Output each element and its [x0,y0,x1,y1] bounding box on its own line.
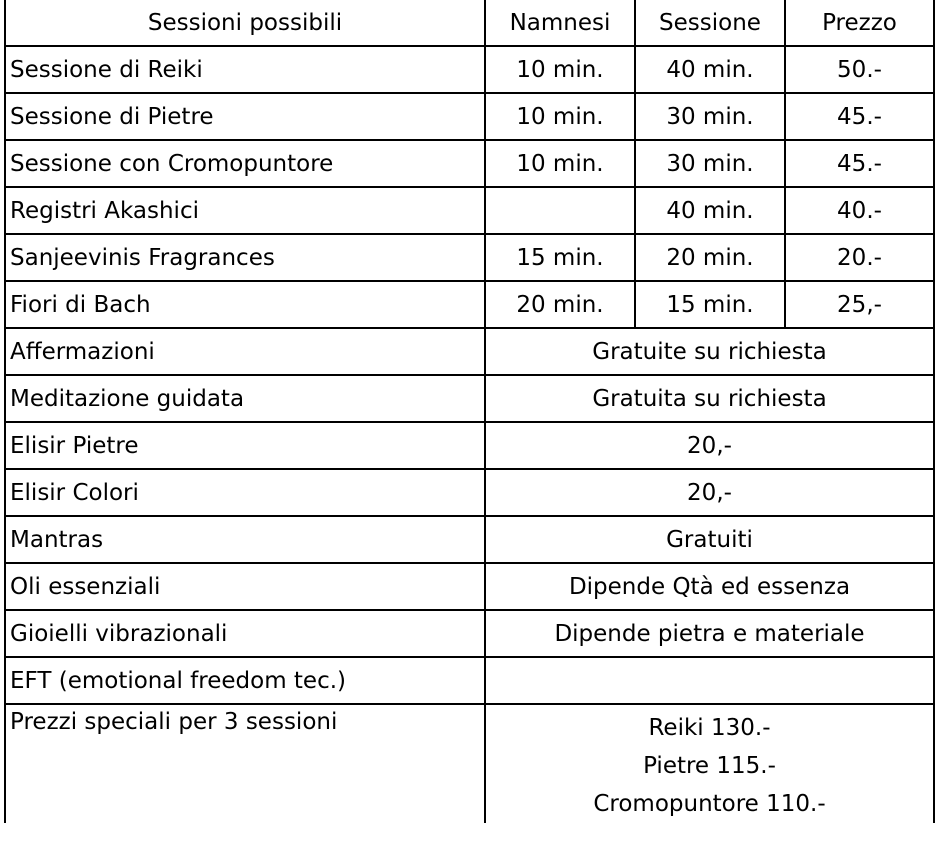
sessione-cell: 15 min. [635,281,785,328]
special-prices-label: Prezzi speciali per 3 sessioni [5,704,485,823]
table-row [5,610,934,657]
service-value: Dipende Qtà ed essenza [485,563,934,610]
namnesi-cell: 10 min. [485,46,635,93]
column-header-sessione: Sessione [635,0,785,46]
sessione-cell: 40 min. [635,46,785,93]
service-name: Elisir Pietre [5,422,485,469]
service-name: Mantras [5,516,485,563]
header-row [5,0,934,46]
namnesi-cell: 15 min. [485,234,635,281]
service-value: Gratuite su richiesta [485,328,934,375]
namnesi-cell: 10 min. [485,140,635,187]
service-value [485,657,934,704]
column-header-sessioni: Sessioni possibili [5,0,485,46]
table-row [5,375,934,422]
column-header-namnesi: Namnesi [485,0,635,46]
service-value: 20,- [485,469,934,516]
prezzo-cell: 40.- [785,187,934,234]
special-prices-list [485,704,934,823]
service-name: EFT (emotional freedom tec.) [5,657,485,704]
special-price-reiki: Reiki 130.- [648,715,771,741]
prezzo-cell: 20.- [785,234,934,281]
prezzo-cell: 25,- [785,281,934,328]
table-row [5,234,934,281]
table-row [5,140,934,187]
service-name: Affermazioni [5,328,485,375]
service-value: Dipende pietra e materiale [485,610,934,657]
column-header-prezzo: Prezzo [785,0,934,46]
namnesi-cell: 10 min. [485,93,635,140]
table-row [5,657,934,704]
table-row [5,328,934,375]
service-name: Elisir Colori [5,469,485,516]
special-price-cromopuntore: Cromopuntore 110.- [593,791,826,817]
service-name: Gioielli vibrazionali [5,610,485,657]
session-name: Sessione con Cromopuntore [5,140,485,187]
table-row [5,187,934,234]
session-name: Registri Akashici [5,187,485,234]
session-name: Sessione di Pietre [5,93,485,140]
table-row [5,46,934,93]
service-value: 20,- [485,422,934,469]
special-prices-row [5,704,934,823]
prezzo-cell: 45.- [785,93,934,140]
session-name: Sanjeevinis Fragrances [5,234,485,281]
session-name: Fiori di Bach [5,281,485,328]
special-price-pietre: Pietre 115.- [643,753,776,779]
price-table [4,0,935,823]
table-row [5,93,934,140]
sessione-cell: 30 min. [635,93,785,140]
service-value: Gratuiti [485,516,934,563]
prezzo-cell: 50.- [785,46,934,93]
service-value: Gratuita su richiesta [485,375,934,422]
session-name: Sessione di Reiki [5,46,485,93]
namnesi-cell [485,187,635,234]
table-row [5,281,934,328]
sessione-cell: 40 min. [635,187,785,234]
service-name: Oli essenziali [5,563,485,610]
table-row [5,516,934,563]
table-row [5,422,934,469]
sessione-cell: 30 min. [635,140,785,187]
service-name: Meditazione guidata [5,375,485,422]
namnesi-cell: 20 min. [485,281,635,328]
sessione-cell: 20 min. [635,234,785,281]
table-row [5,469,934,516]
prezzo-cell: 45.- [785,140,934,187]
table-row [5,563,934,610]
